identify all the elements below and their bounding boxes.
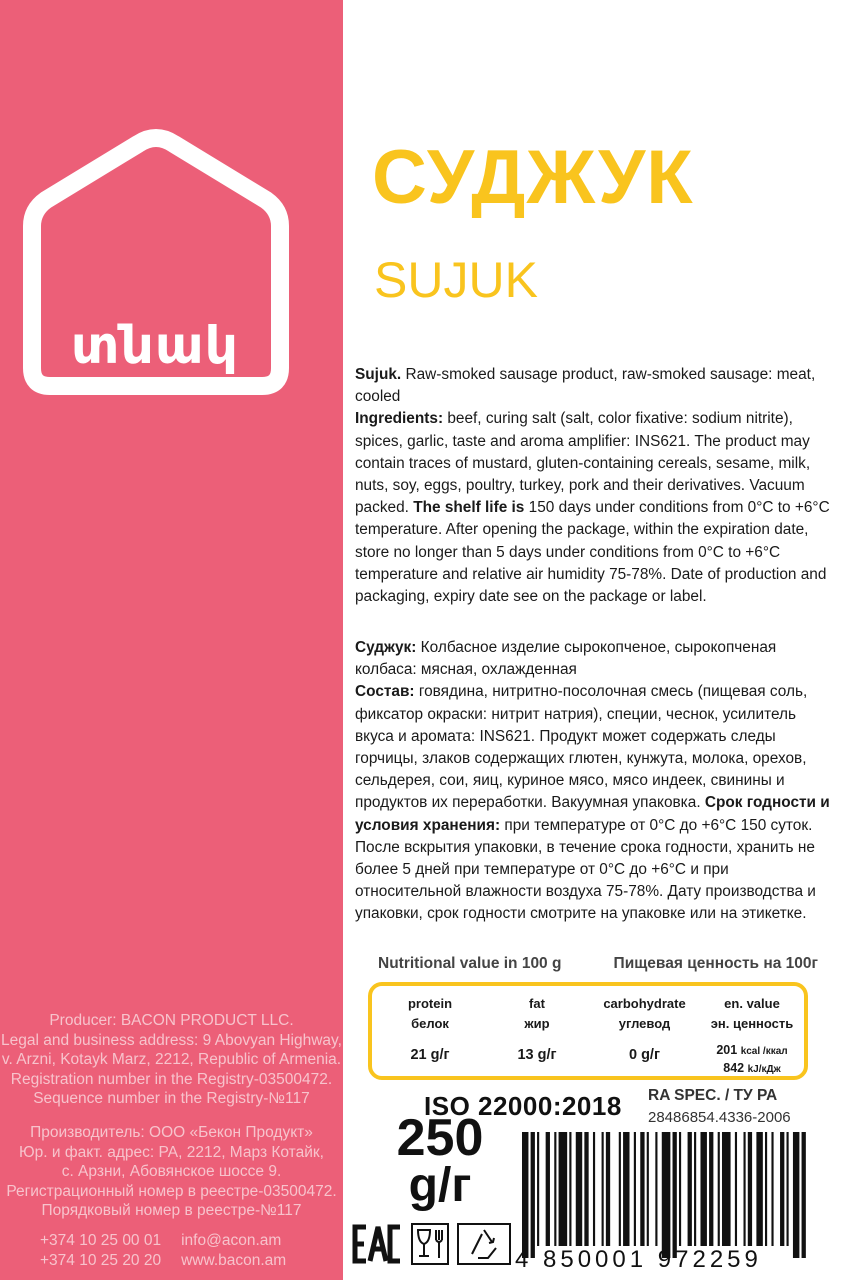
spec-number: 28486854.4336-2006 [648, 1109, 791, 1126]
nutrition-carbohydrate [592, 994, 697, 1063]
nutrition-header [378, 955, 818, 973]
producer-line: Порядковый номер в реестре-№117 [41, 1202, 302, 1219]
barcode-bar [606, 1132, 610, 1246]
name-label: Sujuk. [355, 366, 402, 383]
net-weight-unit: g/г [408, 1159, 472, 1212]
barcode-bar [634, 1132, 636, 1246]
barcode-bar [655, 1132, 657, 1246]
barcode-bar [576, 1132, 582, 1246]
barcode-bar [802, 1132, 806, 1258]
left-panel [0, 0, 343, 1280]
barcode-bar [554, 1132, 556, 1246]
barcode-bar [771, 1132, 773, 1246]
producer-line: Legal and business address: 9 Abovyan Highway, [1, 1031, 342, 1049]
ingredients-text: говядина, нитритно-посолочная смесь (пищевая соль, фиксатор окраски: нитрит натрия), специи, чеснок, усилитель вкуса и аромата: INS621. Продукт может содержать следы горчицы, злаков содержащих глютен, кунжута, молока, орехов, сельдерея, сои, яиц, куриное мясо, мясо индеек, свинины и продуктов их переработки. Вакуумная упаковка. [355, 683, 808, 812]
nutrition-header-ru: Пищевая ценность на 100г [613, 955, 818, 972]
barcode-bar [593, 1132, 595, 1246]
nutrition-energy [697, 994, 807, 1078]
barcode-bar [546, 1132, 550, 1246]
barcode-bar [602, 1132, 604, 1246]
nutrient-label-en: fat [529, 996, 545, 1011]
producer-info-en [0, 1011, 343, 1109]
nutrition-protein [380, 994, 480, 1063]
barcode-bar [735, 1132, 737, 1246]
nutrient-label-en: en. value [724, 996, 780, 1011]
barcode-bar [688, 1132, 692, 1246]
barcode-bar [743, 1132, 745, 1246]
barcode-bar [559, 1132, 568, 1246]
logo-wordmark: տնակ [70, 316, 240, 376]
producer-line: с. Арзни, Абовянское шоссе 9. [61, 1163, 282, 1180]
contacts [40, 1231, 340, 1270]
nutrient-label-ru: белок [411, 1016, 449, 1031]
barcode-digits: 4 850001 972259 [515, 1246, 762, 1273]
barcode-bar [673, 1132, 677, 1258]
barcode [520, 1132, 810, 1258]
description-en [355, 364, 833, 608]
barcode-bar [765, 1132, 767, 1246]
nutrient-label-en: carbohydrate [603, 996, 686, 1011]
net-weight-value: 250 [396, 1109, 484, 1167]
kcal-value: 201 [716, 1043, 738, 1057]
nutrient-label-ru: углевод [618, 1016, 671, 1031]
contacts-row [40, 1251, 340, 1271]
barcode-bar [793, 1132, 799, 1258]
barcode-bar [647, 1132, 649, 1246]
phone-1: +374 10 25 00 01 [40, 1232, 162, 1249]
website: www.bacon.am [181, 1251, 287, 1269]
name-label: Суджук: [355, 639, 417, 656]
ingredients-label: Ingredients: [355, 410, 444, 428]
barcode-bar [679, 1132, 681, 1246]
shelf-life-text: при температуре от 0°C до +6°C 150 суток. После вскрытия упаковки, в течение срока годности, хранить не более 5 дней при температуре от 0°C до +6°C и при относительной влажности воздуха 75-78%. Дату производства и упаковки, срок годности смотрите на упаковке или на этикетке. [355, 816, 816, 923]
producer-line: Producer: BACON PRODUCT LLC. [49, 1012, 294, 1029]
producer-info-ru [0, 1123, 343, 1221]
barcode-bar [787, 1132, 789, 1246]
contacts-row [40, 1231, 340, 1251]
nutrient-value: 21 g/г [410, 1047, 450, 1063]
barcode-bar [700, 1132, 706, 1246]
nutrition-table [368, 982, 808, 1080]
barcode-bar [569, 1132, 571, 1246]
product-title-ru: СУДЖУК [372, 135, 694, 220]
producer-line: Производитель: ООО «Бекон Продукт» [30, 1124, 313, 1141]
barcode-bar [748, 1132, 752, 1246]
barcode-bar [780, 1132, 784, 1246]
nutrition-fat [487, 994, 587, 1063]
energy-kcal [697, 1042, 807, 1060]
shelf-life-label: Срок годности и условия хранения: [355, 794, 830, 834]
barcode-bar [522, 1132, 528, 1258]
barcode-bar [584, 1132, 588, 1246]
phone-2: +374 10 25 20 20 [40, 1251, 162, 1269]
glass-fork-icon [410, 1222, 450, 1266]
producer-line: Регистрационный номер в реестре-03500472. [6, 1182, 337, 1200]
barcode-bar [640, 1132, 644, 1246]
kcal-unit: kcal /ккал [740, 1046, 788, 1057]
barcode-bar [756, 1132, 762, 1246]
barcode-bar [531, 1132, 535, 1258]
barcode-bar [623, 1132, 629, 1246]
email: info@acon.am [181, 1232, 282, 1249]
name-text: Колбасное изделие сырокопченое, сырокопченая колбаса: мясная, охлажденная [355, 639, 777, 679]
shelf-life-text: 150 days under conditions from 0°C to +6°C temperature. After opening the package, within the expiration date, store no longer than 5 days under conditions from 0°C to +6°C temperature and relative air humidity 75-78%. Date of production and packaging, expiry date see on the package or label. [355, 499, 830, 606]
ingredients-text: beef, curing salt (salt, color fixative: sodium nitrite), spices, garlic, taste and aroma amplifier: INS621. The product may contain traces of mustard, gluten-containing cereals, sesame, milk, nuts, soy, eggs, poultry, turkey, pork and their derivatives. Vacuum packed. [355, 410, 811, 517]
iso-certification: ISO 22000:2018 [424, 1091, 622, 1121]
energy-kj [697, 1060, 807, 1078]
shelf-life-label: The shelf life is [413, 499, 525, 517]
nutrient-label-ru: эн. ценность [710, 1016, 794, 1031]
kj-value: 842 [723, 1061, 745, 1075]
ingredients-label: Состав: [355, 683, 415, 701]
eac-mark-icon [352, 1221, 402, 1267]
barcode-bar [718, 1132, 720, 1246]
nutrient-label-ru: жир [524, 1016, 550, 1031]
producer-line: Sequence number in the Registry-№117 [33, 1090, 310, 1107]
description-ru [355, 637, 833, 926]
barcode-bar [722, 1132, 731, 1246]
name-text: Raw-smoked sausage product, raw-smoked sausage: meat, cooled [355, 366, 816, 406]
nutrient-value: 0 g/г [628, 1047, 661, 1063]
producer-line: v. Arzni, Kotayk Marz, 2212, Republic of Armenia. [1, 1051, 342, 1068]
nutrient-label-en: protein [407, 996, 453, 1011]
nutrient-value: 13 g/г [517, 1047, 557, 1063]
barcode-bar [694, 1132, 696, 1246]
barcode-bar [662, 1132, 671, 1258]
barcode-bar [537, 1132, 539, 1246]
spec-title: RA SPEC. / ТУ РА [648, 1087, 778, 1104]
producer-line: Registration number in the Registry-03500472. [10, 1070, 333, 1088]
kj-unit: kJ/кДж [747, 1064, 781, 1075]
producer-line: Юр. и факт. адрес: РА, 2212, Марз Котайк, [19, 1143, 324, 1161]
barcode-bar [619, 1132, 621, 1246]
nutrition-header-en: Nutritional value in 100 g [378, 955, 562, 972]
product-title-en: SUJUK [374, 252, 538, 308]
recycle-icon [456, 1222, 512, 1266]
barcode-bar [709, 1132, 713, 1246]
